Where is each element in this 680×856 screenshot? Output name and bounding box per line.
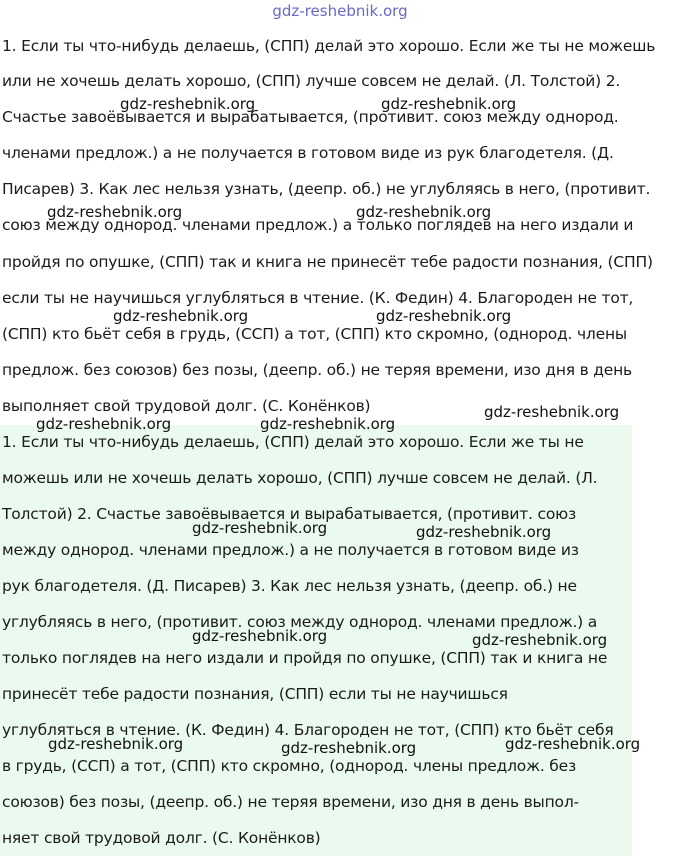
text-line: союзов) без позы, (деепр. об.) не теряя времени, изо дня в день выпол- [2,793,579,811]
text-line: можешь или не хочешь делать хорошо, (СПП) лучше совсем не делай. (Л. [2,469,598,487]
text-line: няет свой трудовой долг. (С. Конёнков) [2,829,321,847]
watermark: gdz-reshebnik.org [36,415,172,433]
watermark: gdz-reshebnik.org [472,631,608,649]
watermark: gdz-reshebnik.org [48,735,184,753]
watermark: gdz-reshebnik.org [376,307,512,325]
watermark: gdz-reshebnik.org [192,627,328,645]
text-line: Писарев) 3. Как лес нельзя узнать, (деепр. об.) не углубляясь в него, (противит. [2,180,651,198]
watermark: gdz-reshebnik.org [356,203,492,221]
watermark: gdz-reshebnik.org [260,415,396,433]
text-line: углубляясь в него, (противит. союз между однород. членами предлож.) а [2,613,598,631]
text-line: выполняет свой трудовой долг. (С. Конёнков) [2,397,371,415]
header-watermark: gdz-reshebnik.org [272,2,408,20]
text-line: Толстой) 2. Счастье завоёвывается и вырабатывается, (противит. союз [2,505,577,523]
text-line: только поглядев на него издали и пройдя по опушке, (СПП) так и книга не [2,649,608,667]
text-line: рук благодетеля. (Д. Писарев) 3. Как лес нельзя узнать, (деепр. об.) не [2,577,577,595]
text-line: или не хочешь делать хорошо, (СПП) лучше совсем не делай. (Л. Толстой) 2. [2,72,621,90]
watermark: gdz-reshebnik.org [120,95,256,113]
text-line: если ты не научишься углубляться в чтение. (К. Федин) 4. Благороден не тот, [2,289,634,307]
text-line: принесёт тебе радости познания, (СПП) если ты не научишься [2,685,508,703]
text-line: членами предлож.) а не получается в готовом виде из рук благодетеля. (Д. [2,144,614,162]
watermark: gdz-reshebnik.org [192,519,328,537]
text-line: углубляться в чтение. (К. Федин) 4. Благороден не тот, (СПП) кто бьёт себя [2,721,614,739]
text-line: (СПП) кто бьёт себя в грудь, (ССП) а тот, (СПП) кто скромно, (однород. члены [2,325,627,343]
watermark: gdz-reshebnik.org [113,307,249,325]
watermark: gdz-reshebnik.org [381,95,517,113]
text-line: Счастье завоёвывается и вырабатывается, (противит. союз между однород. [2,108,619,126]
text-line: 1. Если ты что-нибудь делаешь, (СПП) делай это хорошо. Если же ты не можешь [2,37,656,55]
watermark: gdz-reshebnik.org [416,523,552,541]
text-line: 1. Если ты что-нибудь делаешь, (СПП) делай это хорошо. Если же ты не [2,433,584,451]
watermark: gdz-reshebnik.org [47,203,183,221]
watermark: gdz-reshebnik.org [484,403,620,421]
text-line: предлож. без союзов) без позы, (деепр. об.) не теряя времени, изо дня в день [2,361,632,379]
text-line: союз между однород. членами предлож.) а только поглядев на него издали и [2,216,634,234]
watermark: gdz-reshebnik.org [281,739,417,757]
watermark: gdz-reshebnik.org [505,735,641,753]
text-line: в грудь, (ССП) а тот, (СПП) кто скромно, (однород. члены предлож. без [2,757,577,775]
text-line: между однород. членами предлож.) а не получается в готовом виде из [2,541,579,559]
text-line: пройдя по опушке, (СПП) так и книга не принесёт тебе радости познания, (СПП) [2,253,653,271]
